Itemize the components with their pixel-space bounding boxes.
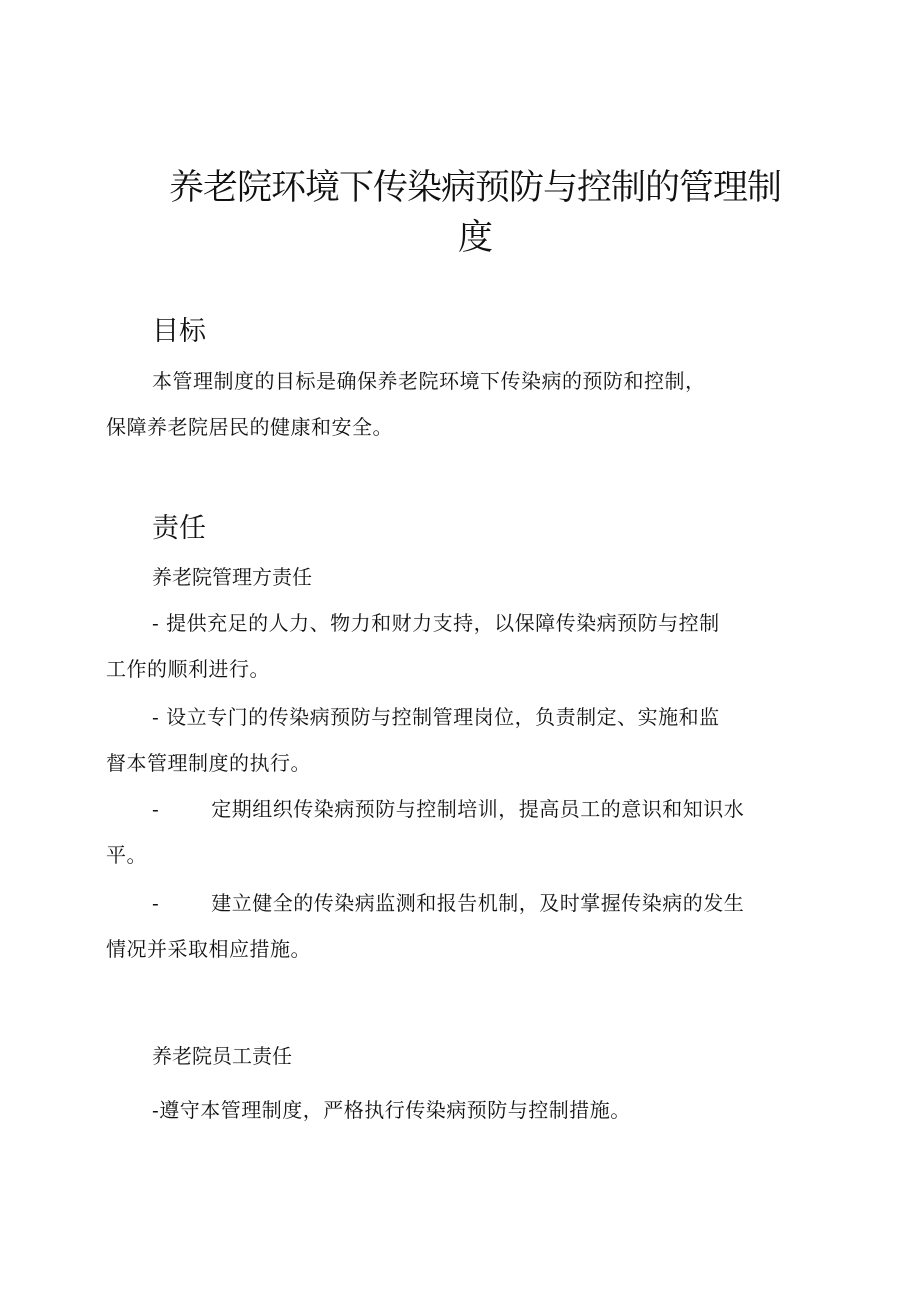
management-item-1	[106, 600, 821, 692]
subheading-management: 养老院管理方责任	[152, 565, 312, 589]
management-item-4	[106, 880, 821, 972]
item-text: 定期组织传染病预防与控制培训，提高员工的意识和知识水	[211, 797, 745, 821]
item-dash: -	[152, 891, 160, 915]
document-title	[150, 163, 800, 263]
item-dash: -	[152, 705, 160, 729]
goal-paragraph	[106, 358, 821, 450]
title-line-2: 度	[457, 218, 492, 258]
item-text: 建立健全的传染病监测和报告机制，及时掌握传染病的发生	[211, 891, 745, 915]
section-heading-responsibility: 责任	[152, 513, 206, 544]
goal-line-2: 保障养老院居民的健康和安全。	[106, 415, 393, 439]
item-text-continued: 情况并采取相应措施。	[106, 937, 311, 961]
item-text: -遵守本管理制度，严格执行传染病预防与控制措施。	[152, 1098, 631, 1122]
management-item-2	[106, 694, 821, 786]
item-dash: -	[152, 797, 160, 821]
management-item-3	[106, 786, 821, 878]
item-dash: -	[152, 611, 160, 635]
item-text-continued: 工作的顺利进行。	[106, 657, 270, 681]
goal-line-1: 本管理制度的目标是确保养老院环境下传染病的预防和控制，	[152, 369, 706, 393]
section-heading-goal: 目标	[152, 316, 206, 347]
staff-item-1	[106, 1087, 821, 1133]
item-text: 提供充足的人力、物力和财力支持，以保障传染病预防与控制	[159, 611, 720, 635]
item-text: 设立专门的传染病预防与控制管理岗位，负责制定、实施和监	[159, 705, 720, 729]
title-line-1: 养老院环境下传染病预防与控制的管理制	[168, 168, 781, 208]
item-text-continued: 督本管理制度的执行。	[106, 751, 311, 775]
item-text-continued: 平。	[106, 843, 147, 867]
subheading-staff: 养老院员工责任	[152, 1044, 292, 1068]
